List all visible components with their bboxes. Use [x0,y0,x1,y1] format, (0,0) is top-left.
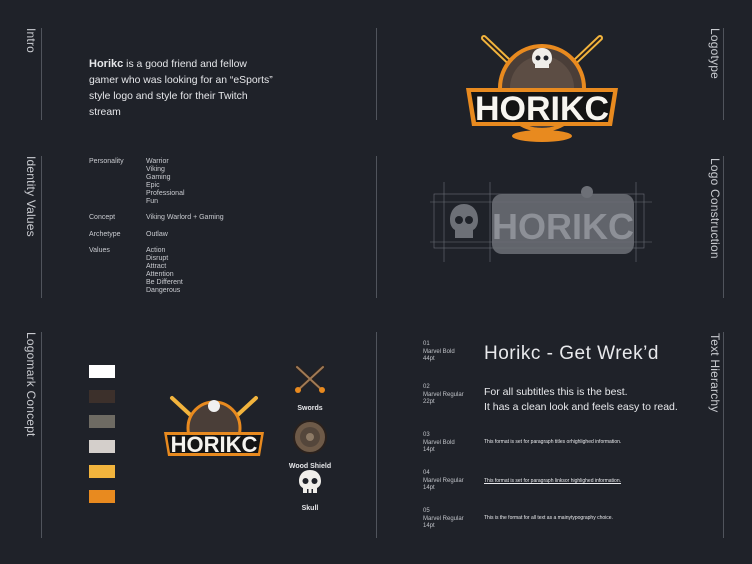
construction-wordmark: HORIKC [492,206,634,247]
identity-key: Concept [89,214,116,221]
identity-value: Action [146,247,166,254]
intro-body: is a good friend and fellow gamer who was looking for an “eSports” style logo and style for their Twitch stream [89,59,273,118]
swords-icon [292,362,328,396]
divider [41,28,42,120]
color-swatch [89,465,115,478]
identity-key: Values [89,247,110,254]
hierarchy-sample-03: This format is set for paragraph titles orhighlighed information. [484,439,622,445]
hierarchy-size: 14pt [423,485,435,491]
identity-key: Archetype [89,231,121,238]
identity-values [146,247,183,295]
identity-values [146,158,185,206]
color-swatch [89,415,115,428]
hierarchy-meta-04 [423,470,464,493]
identity-value: Outlaw [146,231,168,238]
divider [41,332,42,538]
identity-value: Attract [146,263,167,270]
logotype-wordmark: HORIKC [474,90,610,128]
color-swatch [89,390,115,403]
logo-construction [430,182,652,262]
hierarchy-number: 04 [423,470,430,476]
hierarchy-sample-line: For all subtitles this is the best. [484,386,628,398]
identity-value: Fun [146,198,159,205]
hierarchy-sample-05: This is the format for all text as a mainytypography choice. [484,515,613,521]
divider [376,28,377,120]
logomark-small-wordmark: HORIKC [170,432,258,457]
divider [723,156,724,298]
hierarchy-number: 02 [423,384,430,390]
hierarchy-meta-05 [423,508,464,531]
identity-value: Gaming [146,174,171,181]
color-swatch [89,440,115,453]
hierarchy-number: 01 [423,341,430,347]
hierarchy-font: Marvel Regular [423,391,464,398]
color-swatch [89,365,115,378]
divider [376,332,377,538]
element-label-skull: Skull [301,505,319,512]
identity-value: Disrupt [146,255,169,262]
hierarchy-size: 44pt [423,356,435,362]
skull-icon [297,468,323,496]
identity-value: Attention [146,271,174,278]
logotype-main [454,30,630,150]
element-swords [270,362,350,412]
identity-value: Dangerous [146,287,181,294]
section-label-intro: Intro [24,28,38,54]
identity-value: Viking Warlord + Gaming [146,214,224,221]
hierarchy-number: 03 [423,432,430,438]
element-shield [270,420,350,470]
intro-paragraph [89,56,279,121]
section-label-text-hierarchy: Text Hierarchy [708,333,722,413]
logomark-small [150,392,278,470]
hierarchy-sample-04[interactable]: This format is set for paragraph linksor highlighed information. [484,478,622,484]
section-label-logotype: Logotype [708,28,722,79]
element-label-swords: Swords [297,405,323,412]
hierarchy-sample-02 [484,385,678,415]
identity-value: Be Different [146,279,183,286]
hierarchy-sample-01: Horikc - Get Wrek’d [484,343,659,364]
identity-values [146,231,168,239]
section-label-logo-construction: Logo Construction [708,158,722,259]
hierarchy-meta-03 [423,432,455,455]
section-label-logomark-concept: Logomark Concept [24,332,38,437]
hierarchy-sample-line: It has a clean look and feels easy to read. [484,401,678,413]
element-skull [270,468,350,512]
divider [723,332,724,538]
section-label-identity-values: Identity Values [24,156,38,237]
hierarchy-size: 22pt [423,399,435,405]
divider [376,156,377,298]
hierarchy-number: 05 [423,508,430,514]
identity-value: Viking [146,166,165,173]
identity-value: Warrior [146,158,169,165]
divider [41,156,42,298]
identity-value: Professional [146,190,185,197]
hierarchy-font: Marvel Bold [423,348,455,355]
identity-values [146,214,224,222]
hierarchy-font: Marvel Bold [423,439,455,446]
hierarchy-meta-02 [423,384,464,407]
element-label-shield: Wood Shield [288,463,332,470]
identity-value: Epic [146,182,160,189]
hierarchy-font: Marvel Regular [423,515,464,522]
divider [723,28,724,120]
hierarchy-meta-01 [423,341,455,364]
hierarchy-size: 14pt [423,447,435,453]
intro-name: Horikc [89,58,124,70]
color-swatch [89,490,115,503]
identity-key: Personality [89,158,124,165]
hierarchy-font: Marvel Regular [423,477,464,484]
hierarchy-size: 14pt [423,523,435,529]
shield-icon [293,420,327,454]
